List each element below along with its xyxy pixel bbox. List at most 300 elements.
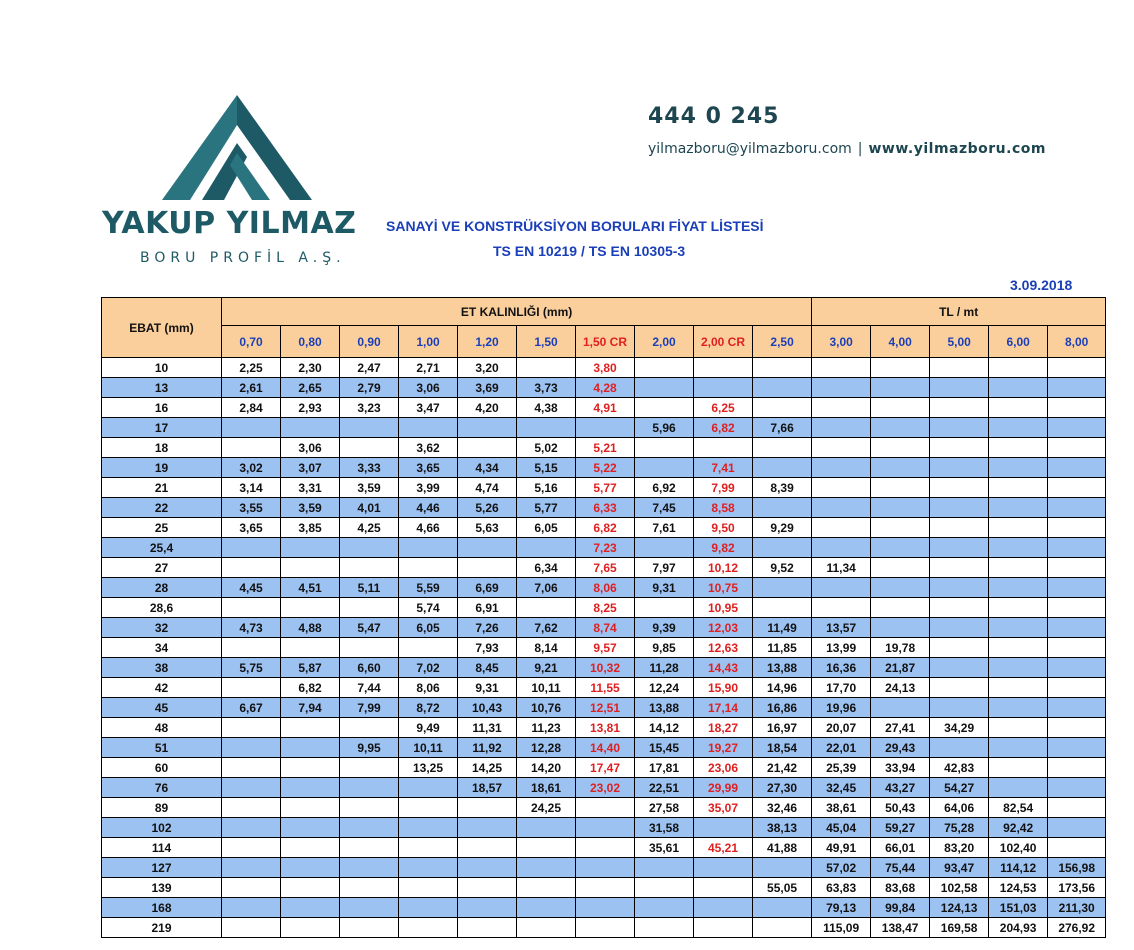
price-cell: 19,96 xyxy=(812,698,871,718)
price-cell: 14,20 xyxy=(517,758,576,778)
price-cell: 29,43 xyxy=(871,738,930,758)
price-cell: 21,87 xyxy=(871,658,930,678)
price-cell xyxy=(635,878,694,898)
price-cell: 32,46 xyxy=(753,798,812,818)
price-cell: 9,52 xyxy=(753,558,812,578)
table-row xyxy=(102,918,1106,938)
price-cell: 27,58 xyxy=(635,798,694,818)
price-cell xyxy=(340,538,399,558)
thickness-column-header: 1,20 xyxy=(458,326,517,358)
price-cell: 5,77 xyxy=(517,498,576,518)
price-cell xyxy=(930,738,989,758)
table-row xyxy=(102,838,1106,858)
price-cell: 9,57 xyxy=(576,638,635,658)
price-cell: 18,54 xyxy=(753,738,812,758)
price-cell: 38,61 xyxy=(812,798,871,818)
price-cell xyxy=(340,598,399,618)
price-cell xyxy=(930,698,989,718)
price-cell xyxy=(753,358,812,378)
price-cell xyxy=(281,758,340,778)
price-cell: 15,45 xyxy=(635,738,694,758)
price-cell xyxy=(399,798,458,818)
price-cell: 43,27 xyxy=(871,778,930,798)
price-cell xyxy=(458,558,517,578)
price-cell xyxy=(635,358,694,378)
price-cell: 8,06 xyxy=(576,578,635,598)
thickness-column-header: 0,70 xyxy=(222,326,281,358)
price-cell: 11,28 xyxy=(635,658,694,678)
price-cell: 27,30 xyxy=(753,778,812,798)
price-cell: 2,65 xyxy=(281,378,340,398)
price-cell: 7,23 xyxy=(576,538,635,558)
price-cell xyxy=(517,598,576,618)
price-cell: 3,85 xyxy=(281,518,340,538)
standard-subtitle: TS EN 10219 / TS EN 10305-3 xyxy=(493,243,686,259)
price-cell: 12,24 xyxy=(635,678,694,698)
price-cell: 211,30 xyxy=(1048,898,1106,918)
price-cell: 3,55 xyxy=(222,498,281,518)
price-cell: 13,25 xyxy=(399,758,458,778)
price-cell xyxy=(694,918,753,938)
price-cell xyxy=(812,378,871,398)
table-row xyxy=(102,778,1106,798)
price-cell: 6,60 xyxy=(340,658,399,678)
price-cell xyxy=(281,598,340,618)
price-cell: 6,82 xyxy=(281,678,340,698)
price-cell xyxy=(1048,418,1106,438)
table-row xyxy=(102,698,1106,718)
price-cell xyxy=(281,878,340,898)
price-cell: 8,74 xyxy=(576,618,635,638)
price-cell: 7,02 xyxy=(399,658,458,678)
email-link[interactable]: yilmazboru@yilmazboru.com xyxy=(648,141,852,157)
price-cell xyxy=(871,518,930,538)
price-cell: 24,13 xyxy=(871,678,930,698)
price-cell: 2,61 xyxy=(222,378,281,398)
price-cell: 9,31 xyxy=(635,578,694,598)
price-cell xyxy=(930,358,989,378)
price-cell: 4,25 xyxy=(340,518,399,538)
price-cell: 3,33 xyxy=(340,458,399,478)
price-cell xyxy=(222,878,281,898)
price-cell xyxy=(1048,638,1106,658)
thickness-column-header: 1,50 CR xyxy=(576,326,635,358)
price-cell xyxy=(871,398,930,418)
price-cell: 18,61 xyxy=(517,778,576,798)
price-cell: 49,91 xyxy=(812,838,871,858)
price-cell: 11,34 xyxy=(812,558,871,578)
table-row xyxy=(102,418,1106,438)
price-cell xyxy=(871,698,930,718)
price-cell xyxy=(281,818,340,838)
price-cell xyxy=(281,858,340,878)
price-cell xyxy=(458,538,517,558)
price-cell xyxy=(576,838,635,858)
price-cell: 7,99 xyxy=(694,478,753,498)
price-cell xyxy=(989,458,1048,478)
price-cell xyxy=(1048,778,1106,798)
table-row xyxy=(102,378,1106,398)
price-cell xyxy=(989,538,1048,558)
table-row xyxy=(102,558,1106,578)
size-cell: 17 xyxy=(102,418,222,438)
price-cell xyxy=(871,458,930,478)
price-cell xyxy=(576,858,635,878)
price-cell: 10,12 xyxy=(694,558,753,578)
price-cell: 124,13 xyxy=(930,898,989,918)
price-cell: 156,98 xyxy=(1048,858,1106,878)
price-cell: 3,65 xyxy=(399,458,458,478)
price-cell xyxy=(340,558,399,578)
price-cell: 5,59 xyxy=(399,578,458,598)
table-row xyxy=(102,438,1106,458)
price-cell xyxy=(222,738,281,758)
price-cell xyxy=(694,358,753,378)
price-cell xyxy=(399,878,458,898)
price-cell xyxy=(340,638,399,658)
price-cell: 6,69 xyxy=(458,578,517,598)
price-cell: 9,95 xyxy=(340,738,399,758)
price-cell xyxy=(930,498,989,518)
price-cell: 3,31 xyxy=(281,478,340,498)
size-cell: 18 xyxy=(102,438,222,458)
price-cell: 7,93 xyxy=(458,638,517,658)
price-cell xyxy=(930,458,989,478)
price-cell: 6,05 xyxy=(517,518,576,538)
price-cell xyxy=(458,798,517,818)
price-cell: 3,99 xyxy=(399,478,458,498)
price-cell xyxy=(694,818,753,838)
price-cell xyxy=(1048,678,1106,698)
price-cell: 42,83 xyxy=(930,758,989,778)
price-unit-header: TL / mt xyxy=(812,298,1106,326)
price-cell: 3,20 xyxy=(458,358,517,378)
price-cell: 66,01 xyxy=(871,838,930,858)
price-cell xyxy=(399,558,458,578)
price-cell xyxy=(753,538,812,558)
price-cell xyxy=(458,838,517,858)
price-cell xyxy=(930,638,989,658)
price-cell xyxy=(989,658,1048,678)
price-cell xyxy=(753,578,812,598)
price-cell xyxy=(222,538,281,558)
price-cell: 4,51 xyxy=(281,578,340,598)
price-cell: 8,25 xyxy=(576,598,635,618)
price-cell: 63,83 xyxy=(812,878,871,898)
price-cell xyxy=(1048,598,1106,618)
size-cell: 22 xyxy=(102,498,222,518)
size-cell: 25,4 xyxy=(102,538,222,558)
size-cell: 16 xyxy=(102,398,222,418)
table-row xyxy=(102,358,1106,378)
price-cell: 50,43 xyxy=(871,798,930,818)
price-cell xyxy=(635,458,694,478)
price-cell xyxy=(930,378,989,398)
price-cell xyxy=(340,758,399,778)
price-cell: 16,86 xyxy=(753,698,812,718)
price-cell xyxy=(458,898,517,918)
price-cell xyxy=(871,578,930,598)
price-cell: 17,47 xyxy=(576,758,635,778)
price-cell: 4,46 xyxy=(399,498,458,518)
price-cell: 32,45 xyxy=(812,778,871,798)
price-cell: 5,77 xyxy=(576,478,635,498)
price-cell: 4,20 xyxy=(458,398,517,418)
price-cell xyxy=(635,538,694,558)
price-cell: 2,79 xyxy=(340,378,399,398)
price-cell xyxy=(340,858,399,878)
price-cell: 15,90 xyxy=(694,678,753,698)
price-cell: 10,11 xyxy=(517,678,576,698)
ebat-header: EBAT (mm) xyxy=(102,298,222,358)
price-cell xyxy=(576,898,635,918)
price-cell xyxy=(517,858,576,878)
table-row xyxy=(102,858,1106,878)
price-cell: 3,59 xyxy=(281,498,340,518)
price-cell: 8,39 xyxy=(753,478,812,498)
price-cell: 7,06 xyxy=(517,578,576,598)
triangle-logo-icon xyxy=(162,95,312,205)
price-cell xyxy=(517,898,576,918)
price-cell xyxy=(399,538,458,558)
price-cell: 2,93 xyxy=(281,398,340,418)
price-cell: 2,30 xyxy=(281,358,340,378)
price-cell: 7,45 xyxy=(635,498,694,518)
contact-line xyxy=(648,141,1046,157)
price-cell: 3,07 xyxy=(281,458,340,478)
price-cell: 9,31 xyxy=(458,678,517,698)
price-cell: 14,25 xyxy=(458,758,517,778)
price-cell xyxy=(989,418,1048,438)
price-cell: 7,99 xyxy=(340,698,399,718)
price-cell: 5,21 xyxy=(576,438,635,458)
price-cell xyxy=(989,778,1048,798)
price-cell: 7,61 xyxy=(635,518,694,538)
price-cell: 17,81 xyxy=(635,758,694,778)
price-cell: 93,47 xyxy=(930,858,989,878)
table-row xyxy=(102,818,1106,838)
price-cell: 10,11 xyxy=(399,738,458,758)
price-cell xyxy=(222,758,281,778)
size-cell: 19 xyxy=(102,458,222,478)
price-cell: 14,12 xyxy=(635,718,694,738)
price-cell: 7,94 xyxy=(281,698,340,718)
price-cell: 8,06 xyxy=(399,678,458,698)
price-cell xyxy=(281,778,340,798)
price-cell: 5,26 xyxy=(458,498,517,518)
price-cell xyxy=(281,898,340,918)
price-cell: 9,29 xyxy=(753,518,812,538)
price-cell: 8,72 xyxy=(399,698,458,718)
price-cell xyxy=(812,598,871,618)
price-cell xyxy=(340,918,399,938)
website-link[interactable]: www.yilmazboru.com xyxy=(868,141,1046,157)
price-cell: 2,47 xyxy=(340,358,399,378)
price-cell xyxy=(281,798,340,818)
price-cell xyxy=(930,618,989,638)
price-cell xyxy=(989,618,1048,638)
price-cell: 12,28 xyxy=(517,738,576,758)
price-cell xyxy=(930,598,989,618)
price-cell: 6,25 xyxy=(694,398,753,418)
price-cell xyxy=(989,678,1048,698)
price-cell xyxy=(517,918,576,938)
price-cell xyxy=(694,378,753,398)
price-cell: 124,53 xyxy=(989,878,1048,898)
price-cell xyxy=(340,798,399,818)
price-cell xyxy=(694,858,753,878)
price-cell: 6,05 xyxy=(399,618,458,638)
thickness-column-header: 8,00 xyxy=(1048,326,1106,358)
price-cell: 5,47 xyxy=(340,618,399,638)
price-cell: 83,20 xyxy=(930,838,989,858)
price-cell xyxy=(1048,658,1106,678)
price-cell: 57,02 xyxy=(812,858,871,878)
price-cell xyxy=(989,698,1048,718)
price-cell: 20,07 xyxy=(812,718,871,738)
price-cell xyxy=(871,558,930,578)
price-cell xyxy=(222,898,281,918)
price-cell: 21,42 xyxy=(753,758,812,778)
price-cell: 10,76 xyxy=(517,698,576,718)
price-cell xyxy=(635,378,694,398)
price-cell: 45,04 xyxy=(812,818,871,838)
price-cell: 14,43 xyxy=(694,658,753,678)
price-cell: 11,49 xyxy=(753,618,812,638)
price-cell xyxy=(1048,538,1106,558)
price-cell: 6,91 xyxy=(458,598,517,618)
size-cell: 38 xyxy=(102,658,222,678)
price-cell: 6,82 xyxy=(694,418,753,438)
price-cell xyxy=(281,558,340,578)
price-cell: 14,40 xyxy=(576,738,635,758)
price-cell xyxy=(753,498,812,518)
table-row xyxy=(102,498,1106,518)
price-cell: 9,21 xyxy=(517,658,576,678)
price-cell xyxy=(222,438,281,458)
size-cell: 114 xyxy=(102,838,222,858)
price-cell: 7,62 xyxy=(517,618,576,638)
price-cell xyxy=(222,638,281,658)
table-row xyxy=(102,578,1106,598)
size-cell: 168 xyxy=(102,898,222,918)
price-cell xyxy=(753,858,812,878)
price-cell: 12,03 xyxy=(694,618,753,638)
thickness-column-header: 2,00 CR xyxy=(694,326,753,358)
price-cell xyxy=(753,438,812,458)
table-row xyxy=(102,538,1106,558)
price-cell xyxy=(989,518,1048,538)
price-cell xyxy=(340,418,399,438)
price-cell xyxy=(635,858,694,878)
price-cell xyxy=(458,858,517,878)
price-cell xyxy=(281,538,340,558)
price-cell: 7,97 xyxy=(635,558,694,578)
price-cell: 16,36 xyxy=(812,658,871,678)
size-cell: 13 xyxy=(102,378,222,398)
price-cell: 4,88 xyxy=(281,618,340,638)
price-cell xyxy=(1048,718,1106,738)
price-cell: 59,27 xyxy=(871,818,930,838)
price-cell: 10,43 xyxy=(458,698,517,718)
price-cell xyxy=(812,398,871,418)
price-cell xyxy=(694,878,753,898)
price-cell: 12,63 xyxy=(694,638,753,658)
price-cell xyxy=(812,418,871,438)
price-cell xyxy=(281,838,340,858)
size-cell: 76 xyxy=(102,778,222,798)
size-cell: 32 xyxy=(102,618,222,638)
price-cell xyxy=(399,918,458,938)
price-cell xyxy=(576,878,635,898)
thickness-column-header: 4,00 xyxy=(871,326,930,358)
price-cell: 115,09 xyxy=(812,918,871,938)
size-cell: 89 xyxy=(102,798,222,818)
price-cell: 3,65 xyxy=(222,518,281,538)
price-cell xyxy=(576,798,635,818)
price-cell xyxy=(989,398,1048,418)
price-cell xyxy=(812,578,871,598)
price-cell: 55,05 xyxy=(753,878,812,898)
price-cell xyxy=(222,678,281,698)
price-cell: 169,58 xyxy=(930,918,989,938)
price-cell xyxy=(340,818,399,838)
price-cell xyxy=(576,418,635,438)
price-cell xyxy=(930,578,989,598)
size-cell: 139 xyxy=(102,878,222,898)
price-cell: 25,39 xyxy=(812,758,871,778)
price-cell: 102,58 xyxy=(930,878,989,898)
price-cell: 2,84 xyxy=(222,398,281,418)
price-cell: 7,65 xyxy=(576,558,635,578)
price-cell xyxy=(930,418,989,438)
thickness-column-header: 0,80 xyxy=(281,326,340,358)
price-cell xyxy=(1048,438,1106,458)
price-cell: 18,27 xyxy=(694,718,753,738)
price-cell: 6,67 xyxy=(222,698,281,718)
price-cell xyxy=(989,738,1048,758)
price-cell xyxy=(1048,758,1106,778)
price-cell xyxy=(1048,398,1106,418)
thickness-column-header: 1,00 xyxy=(399,326,458,358)
price-cell: 5,16 xyxy=(517,478,576,498)
price-cell xyxy=(458,418,517,438)
size-cell: 219 xyxy=(102,918,222,938)
price-cell xyxy=(1048,818,1106,838)
price-cell: 6,82 xyxy=(576,518,635,538)
price-cell xyxy=(222,598,281,618)
table-row xyxy=(102,518,1106,538)
price-cell: 16,97 xyxy=(753,718,812,738)
price-cell: 6,34 xyxy=(517,558,576,578)
price-cell: 276,92 xyxy=(1048,918,1106,938)
price-cell xyxy=(930,518,989,538)
price-cell xyxy=(517,358,576,378)
price-cell: 45,21 xyxy=(694,838,753,858)
table-row xyxy=(102,718,1106,738)
price-list-title: SANAYİ VE KONSTRÜKSİYON BORULARI FİYAT LİSTESİ xyxy=(386,218,764,234)
price-cell xyxy=(989,578,1048,598)
contact-separator: | xyxy=(857,141,863,157)
price-cell: 10,95 xyxy=(694,598,753,618)
price-cell: 3,47 xyxy=(399,398,458,418)
price-cell: 19,78 xyxy=(871,638,930,658)
price-cell: 33,94 xyxy=(871,758,930,778)
price-cell xyxy=(753,378,812,398)
price-cell: 2,71 xyxy=(399,358,458,378)
price-cell xyxy=(517,818,576,838)
price-cell xyxy=(635,398,694,418)
